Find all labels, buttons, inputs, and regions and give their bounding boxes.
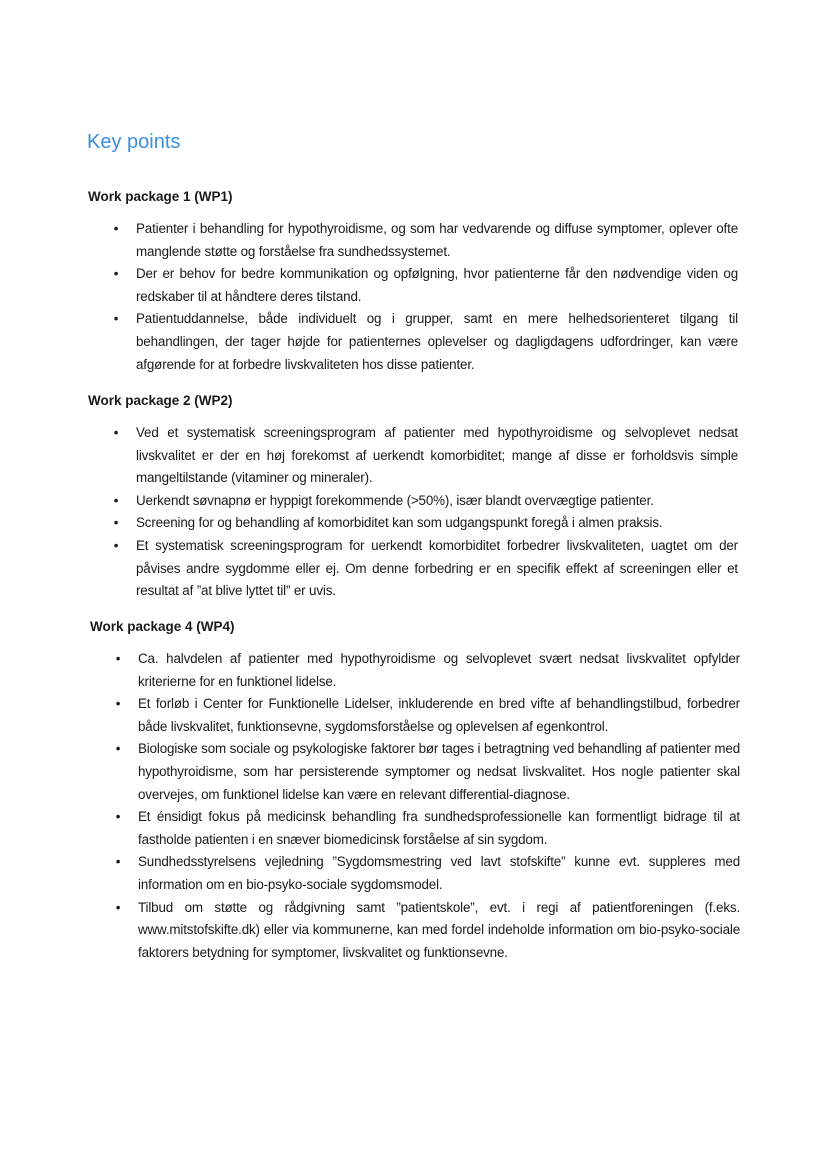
bullet-icon: •: [113, 515, 119, 531]
section-wp1: [88, 188, 738, 376]
section-heading: Work package 4 (WP4): [90, 619, 235, 634]
list-item: [88, 535, 738, 603]
bullet-list: [88, 218, 738, 376]
list-item: [88, 512, 738, 535]
list-item: [88, 422, 738, 490]
bullet-icon: •: [115, 651, 121, 666]
list-item-text: Sundhedsstyrelsens vejledning ”Sygdomsmestring ved lavt stofskifte” kunne evt. suppleres med information om en bio-psyko-sociale sygdomsmodel.: [138, 854, 740, 892]
list-item-text: Patienter i behandling for hypothyroidisme, og som har vedvarende og diffuse symptomer, oplever ofte manglende støtte og forståelse fra sundhedssystemet.: [136, 221, 738, 259]
bullet-icon: •: [113, 492, 119, 508]
list-item-text: Screening for og behandling af komorbiditet kan som udgangspunkt foregå i almen praksis.: [136, 515, 663, 531]
bullet-icon: •: [115, 899, 121, 915]
list-item: [90, 648, 740, 693]
section-wp4: [90, 618, 740, 964]
list-item-text: Patientuddannelse, både individuelt og i grupper, samt en mere helhedsorienteret tilgang til behandlingen, der tager højde for patienternes oplevelser og dagligdagens udfordringer, kan være afgørende for at forbedre livskvaliteten hos disse patienter.: [136, 311, 738, 372]
list-item-text: Tilbud om støtte og rådgivning samt ”patientskole”, evt. i regi af patientforeningen (f.eks. www.mitstofskifte.dk) eller via kommunerne, kan med fordel indeholde information om bio-psyko-sociale faktorers betydning for symptomer, livskvalitet og funktionsevne.: [138, 899, 740, 960]
page-title: Key points: [87, 131, 181, 153]
list-item: [90, 851, 740, 896]
list-item: [88, 490, 738, 513]
list-item-text: Ved et systematisk screeningsprogram af patienter med hypothyroidisme og selvoplevet nedsat livskvalitet er der en høj forekomst af uerkendt komorbiditet; mange af disse er forholdsvis simple mangeltilstande (vitaminer og mineraler).: [136, 425, 738, 486]
list-item: [90, 897, 740, 965]
list-item-text: Ca. halvdelen af patienter med hypothyroidisme og selvoplevet svært nedsat livskvalitet opfylder kriterierne for en funktionel lidelse.: [138, 651, 740, 689]
list-item-text: Et forløb i Center for Funktionelle Lidelser, inkluderende en bred vifte af behandlingstilbud, forbedrer både livskvalitet, funktionsevne, sygdomsforståelse og oplevelsen af egenkontrol.: [138, 696, 740, 734]
list-item: [88, 218, 738, 263]
section-heading: Work package 1 (WP1): [88, 189, 233, 204]
bullet-icon: •: [113, 311, 119, 327]
list-item-text: Et systematisk screeningsprogram for uerkendt komorbiditet forbedrer livskvaliteten, uagtet om der påvises andre sygdomme eller ej. Om denne forbedring er en specifik effekt af screeningen eller et resultat af ”at blive lyttet til” er uvis.: [136, 537, 738, 599]
list-item-text: Uerkendt søvnapnø er hyppigt forekommende (>50%), især blandt overvægtige patienter.: [136, 492, 654, 508]
list-item-text: Biologiske som sociale og psykologiske faktorer bør tages i betragtning ved behandling af patienter med hypothyroidisme, som har persisterende symptomer og nedsat livskvalitet. Hos nogle patienter skal overvejes, om funktionel lidelse kan være en relevant differential-diagnose.: [138, 741, 740, 802]
bullet-icon: •: [113, 537, 119, 553]
bullet-icon: •: [115, 696, 121, 712]
bullet-icon: •: [113, 425, 119, 440]
bullet-icon: •: [115, 741, 121, 757]
list-item: [88, 308, 738, 376]
bullet-icon: •: [113, 221, 119, 236]
list-item-text: Der er behov for bedre kommunikation og opfølgning, hvor patienterne får den nødvendige viden og redskaber til at håndtere deres tilstand.: [136, 266, 738, 304]
list-item: [88, 263, 738, 308]
bullet-list: [90, 648, 740, 964]
bullet-list: [88, 422, 738, 603]
section-wp2: [88, 392, 738, 603]
list-item: [90, 693, 740, 738]
bullet-icon: •: [113, 266, 119, 282]
list-item-text: Et énsidigt fokus på medicinsk behandling fra sundhedsprofessionelle kan formentligt bidrage til at fastholde patienten i en snæver biomedicinsk forståelse af sin sygdom.: [138, 809, 740, 847]
section-heading: Work package 2 (WP2): [88, 393, 233, 408]
bullet-icon: •: [115, 854, 121, 870]
bullet-icon: •: [115, 809, 121, 825]
list-item: [90, 738, 740, 806]
list-item: [90, 806, 740, 851]
